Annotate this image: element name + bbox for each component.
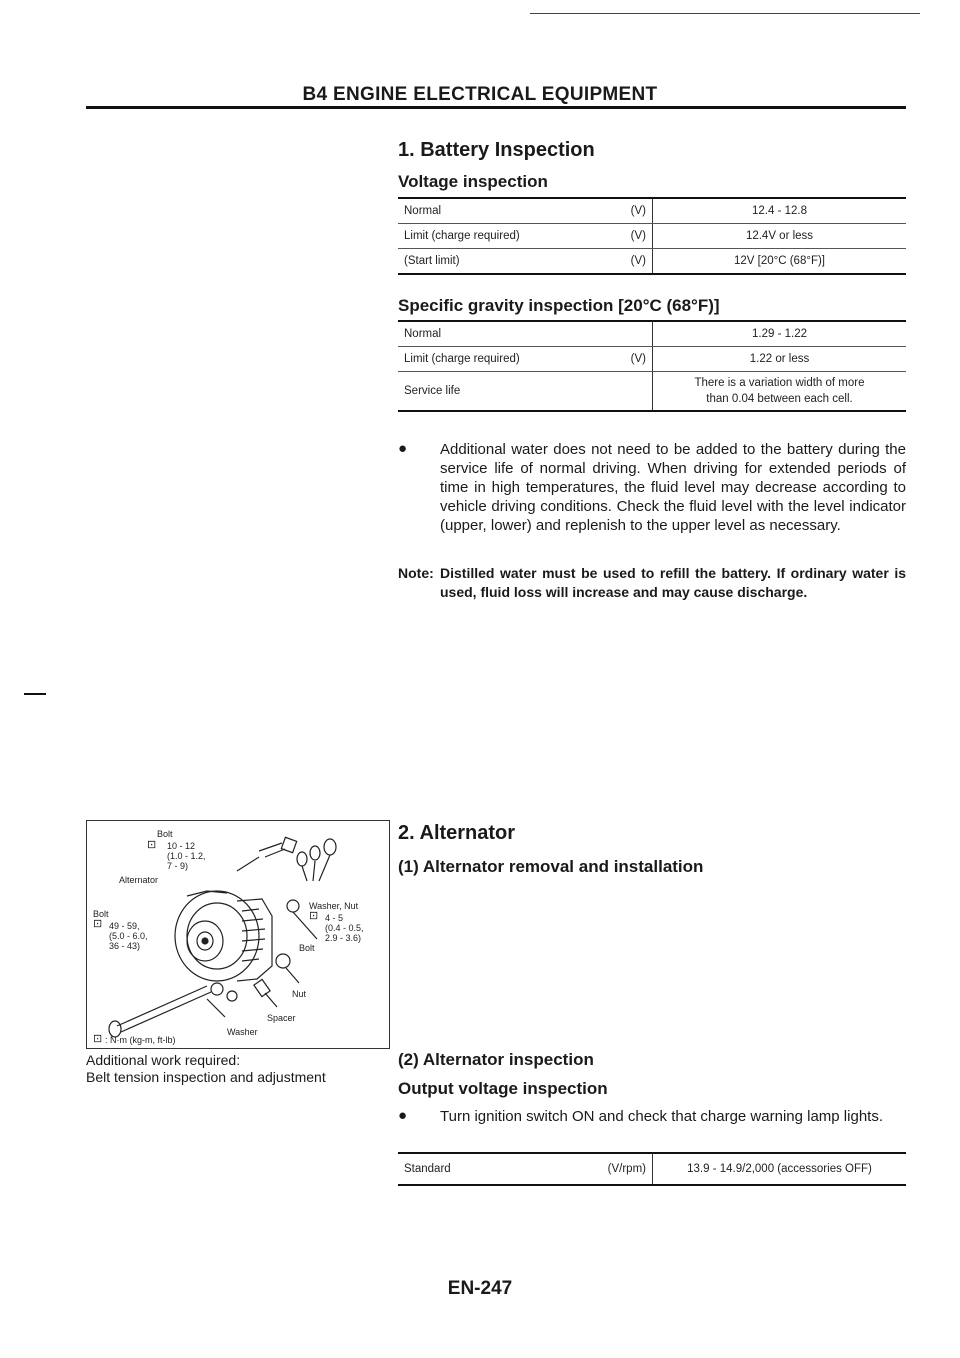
caption-line-2: Belt tension inspection and adjustment	[86, 1069, 326, 1085]
label-nut: Nut	[292, 989, 307, 999]
row-label: Service life	[398, 372, 600, 412]
label-torque-top: 10 - 12	[167, 841, 196, 851]
battery-section-title: 1. Battery Inspection	[398, 139, 595, 161]
label-torque-left-3: 36 - 43)	[109, 941, 141, 951]
voltage-inspection-title: Voltage inspection	[398, 172, 548, 191]
caption-line-1: Additional work required:	[86, 1052, 241, 1068]
torque-icon: ⊡	[147, 839, 157, 851]
top-rule	[530, 13, 920, 14]
label-washer-nut: Washer, Nut	[309, 901, 359, 911]
row-unit: (V)	[600, 249, 653, 275]
label-torque-left: 49 - 59,	[109, 921, 140, 931]
bullet-dot: ●	[398, 1107, 408, 1124]
table-row	[398, 347, 906, 372]
row-value: 12V [20°C (68°F)]	[653, 249, 907, 275]
row-value: 1.22 or less	[653, 347, 907, 372]
gravity-table	[398, 320, 906, 412]
row-value: There is a variation width of more than 0.04 between each cell.	[653, 372, 907, 412]
note-label: Note:	[398, 565, 434, 581]
table-row	[398, 372, 906, 412]
note-text: Distilled water must be used to refill the battery. If ordinary water is used, fluid loss will increase and may cause discharge.	[440, 565, 906, 600]
row-label: Normal	[398, 198, 600, 224]
alternator-figure	[86, 820, 390, 1049]
page-header: B4 ENGINE ELECTRICAL EQUIPMENT	[302, 84, 658, 105]
output-voltage-title: Output voltage inspection	[398, 1079, 608, 1098]
alternator-section-title: 2. Alternator	[398, 822, 516, 844]
label-torque-right-3: 2.9 - 3.6)	[325, 933, 362, 943]
header-rule	[86, 106, 906, 109]
label-alternator: Alternator	[119, 875, 159, 885]
margin-mark	[24, 693, 46, 695]
label-legend: : N·m (kg-m, ft-lb)	[105, 1035, 176, 1045]
output-voltage-table	[398, 1152, 906, 1186]
torque-icon: ⊡	[309, 910, 319, 922]
row-unit	[600, 372, 653, 412]
inspection-title: (2) Alternator inspection	[398, 1050, 594, 1069]
row-unit	[600, 321, 653, 347]
row-value: 13.9 - 14.9/2,000 (accessories OFF)	[653, 1153, 907, 1185]
label-bolt-left: Bolt	[93, 909, 109, 919]
label-torque-top-2: (1.0 - 1.2,	[167, 851, 206, 861]
row-label: Limit (charge required)	[398, 347, 600, 372]
label-bolt-top: Bolt	[157, 829, 173, 839]
torque-icon: ⊡	[93, 918, 103, 930]
row-label: Standard	[398, 1153, 560, 1185]
gravity-inspection-title: Specific gravity inspection [20°C (68°F)]	[398, 296, 720, 315]
row-unit: (V)	[600, 224, 653, 249]
row-value: 1.29 - 1.22	[653, 321, 907, 347]
table-row	[398, 321, 906, 347]
bullet-dot: ●	[398, 440, 408, 457]
label-torque-left-2: (5.0 - 6.0,	[109, 931, 148, 941]
ignition-paragraph: Turn ignition switch ON and check that charge warning lamp lights.	[440, 1108, 883, 1125]
row-unit: (V)	[600, 347, 653, 372]
label-torque-top-3: 7 - 9)	[167, 861, 189, 871]
torque-icon: ⊡	[93, 1033, 103, 1045]
row-label: (Start limit)	[398, 249, 600, 275]
row-label: Limit (charge required)	[398, 224, 600, 249]
table-row	[398, 224, 906, 249]
battery-water-paragraph: Additional water does not need to be added to the battery during the service life of normal driving. When driving for extended periods of time in high temperatures, the fluid level may decrease according to vehicle driving conditions. Check the fluid level with the level indicator (upper, lower) and replenish to the upper level as necessary.	[440, 441, 906, 534]
voltage-table	[398, 197, 906, 275]
label-torque-right-2: (0.4 - 0.5,	[325, 923, 364, 933]
figure-caption	[86, 1052, 326, 1086]
row-value: 12.4 - 12.8	[653, 198, 907, 224]
row-value: 12.4V or less	[653, 224, 907, 249]
label-spacer: Spacer	[267, 1013, 296, 1023]
label-bolt-right: Bolt	[299, 943, 315, 953]
row-label: Normal	[398, 321, 600, 347]
label-torque-right: 4 - 5	[325, 913, 344, 923]
row-unit: (V/rpm)	[560, 1153, 653, 1185]
row-unit: (V)	[600, 198, 653, 224]
table-row	[398, 198, 906, 224]
page-number: EN-247	[447, 1278, 513, 1299]
removal-title: (1) Alternator removal and installation	[398, 857, 704, 876]
table-row	[398, 1153, 906, 1185]
table-row	[398, 249, 906, 275]
label-washer: Washer	[227, 1027, 258, 1037]
